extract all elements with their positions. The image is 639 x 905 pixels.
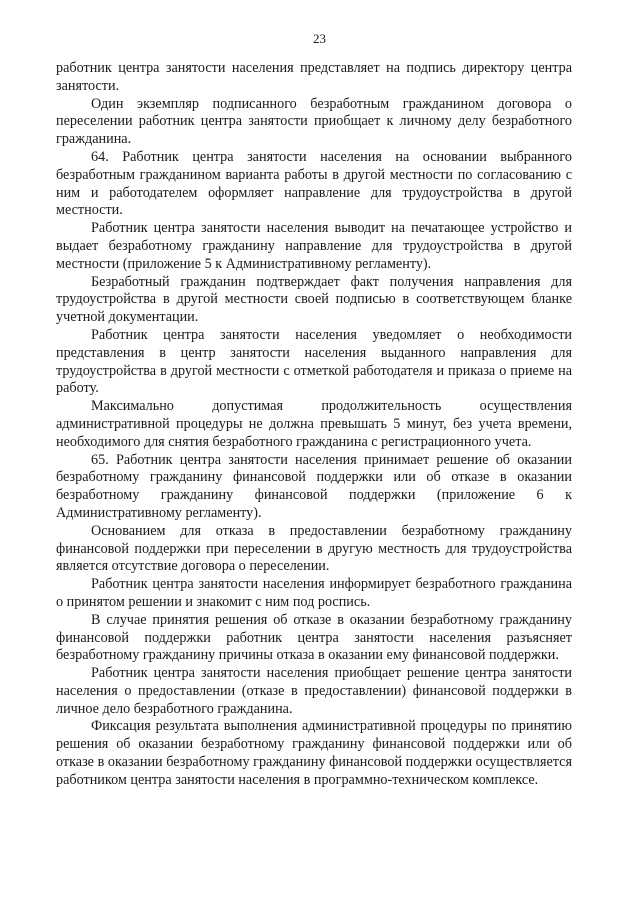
paragraph-continuation: работник центра занятости населения представляет на подпись директору центра занятости. — [56, 60, 572, 94]
paragraph-item-65: 65. Работник центра занятости населения принимает решение об оказании безработному гражданину финансовой поддержки или об отказе в оказании безработному гражданину финансовой поддержки (приложение 6 к Административному регламенту). — [56, 451, 572, 521]
paragraph: Работник центра занятости населения приобщает решение центра занятости населения о предоставлении (отказе в предоставлении) финансовой поддержки в личное дело безработного гражданина. — [56, 665, 572, 717]
paragraph: Работник центра занятости населения информирует безработного гражданина о принятом решении и знакомит с ним под роспись. — [56, 576, 572, 610]
paragraph: Безработный гражданин подтверждает факт получения направления для трудоустройства в другой местности своей подписью в соответствующем бланке учетной документации. — [56, 273, 572, 326]
paragraph: Один экземпляр подписанного безработным гражданином договора о переселении работник центра занятости приобщает к личному делу безработного гражданина. — [56, 95, 572, 148]
document-body — [56, 60, 572, 790]
paragraph: Работник центра занятости населения уведомляет о необходимости представления в центр занятости населения выданного направления для трудоустройства в другой местности с отметкой работодателя и приказа о приеме на работу. — [56, 326, 572, 397]
page-number: 23 — [313, 31, 326, 46]
paragraph: Основанием для отказа в предоставлении безработному гражданину финансовой поддержки при переселении в другую местность для трудоустройства является отсутствие договора о переселении. — [56, 522, 572, 575]
paragraph-item-64: 64. Работник центра занятости населения на основании выбранного безработным гражданином варианта работы в другой местности по согласованию с ним и работодателем оформляет направление для трудоустройства в другой местности. — [56, 148, 572, 219]
paragraph: Максимально допустимая продолжительность осуществления административной процедуры не должна превышать 5 минут, без учета времени, необходимого для снятия безработного гражданина с регистрационного учета. — [56, 398, 572, 450]
paragraph: Работник центра занятости населения выводит на печатающее устройство и выдает безработному гражданину направление для трудоустройства в другой местности (приложение 5 к Административному регламенту). — [56, 220, 572, 272]
paragraph: Фиксация результата выполнения административной процедуры по принятию решения об оказании безработному гражданину финансовой поддержки или об отказе в оказании безработному гражданину финансовой поддержки осуществляется работником центра занятости населения в программно-техническом комплексе. — [56, 718, 572, 788]
paragraph: В случае принятия решения об отказе в оказании безработному гражданину финансовой поддержки работник центра занятости населения разъясняет безработному гражданину причины отказа в оказании ему финансовой поддержки. — [56, 611, 572, 664]
